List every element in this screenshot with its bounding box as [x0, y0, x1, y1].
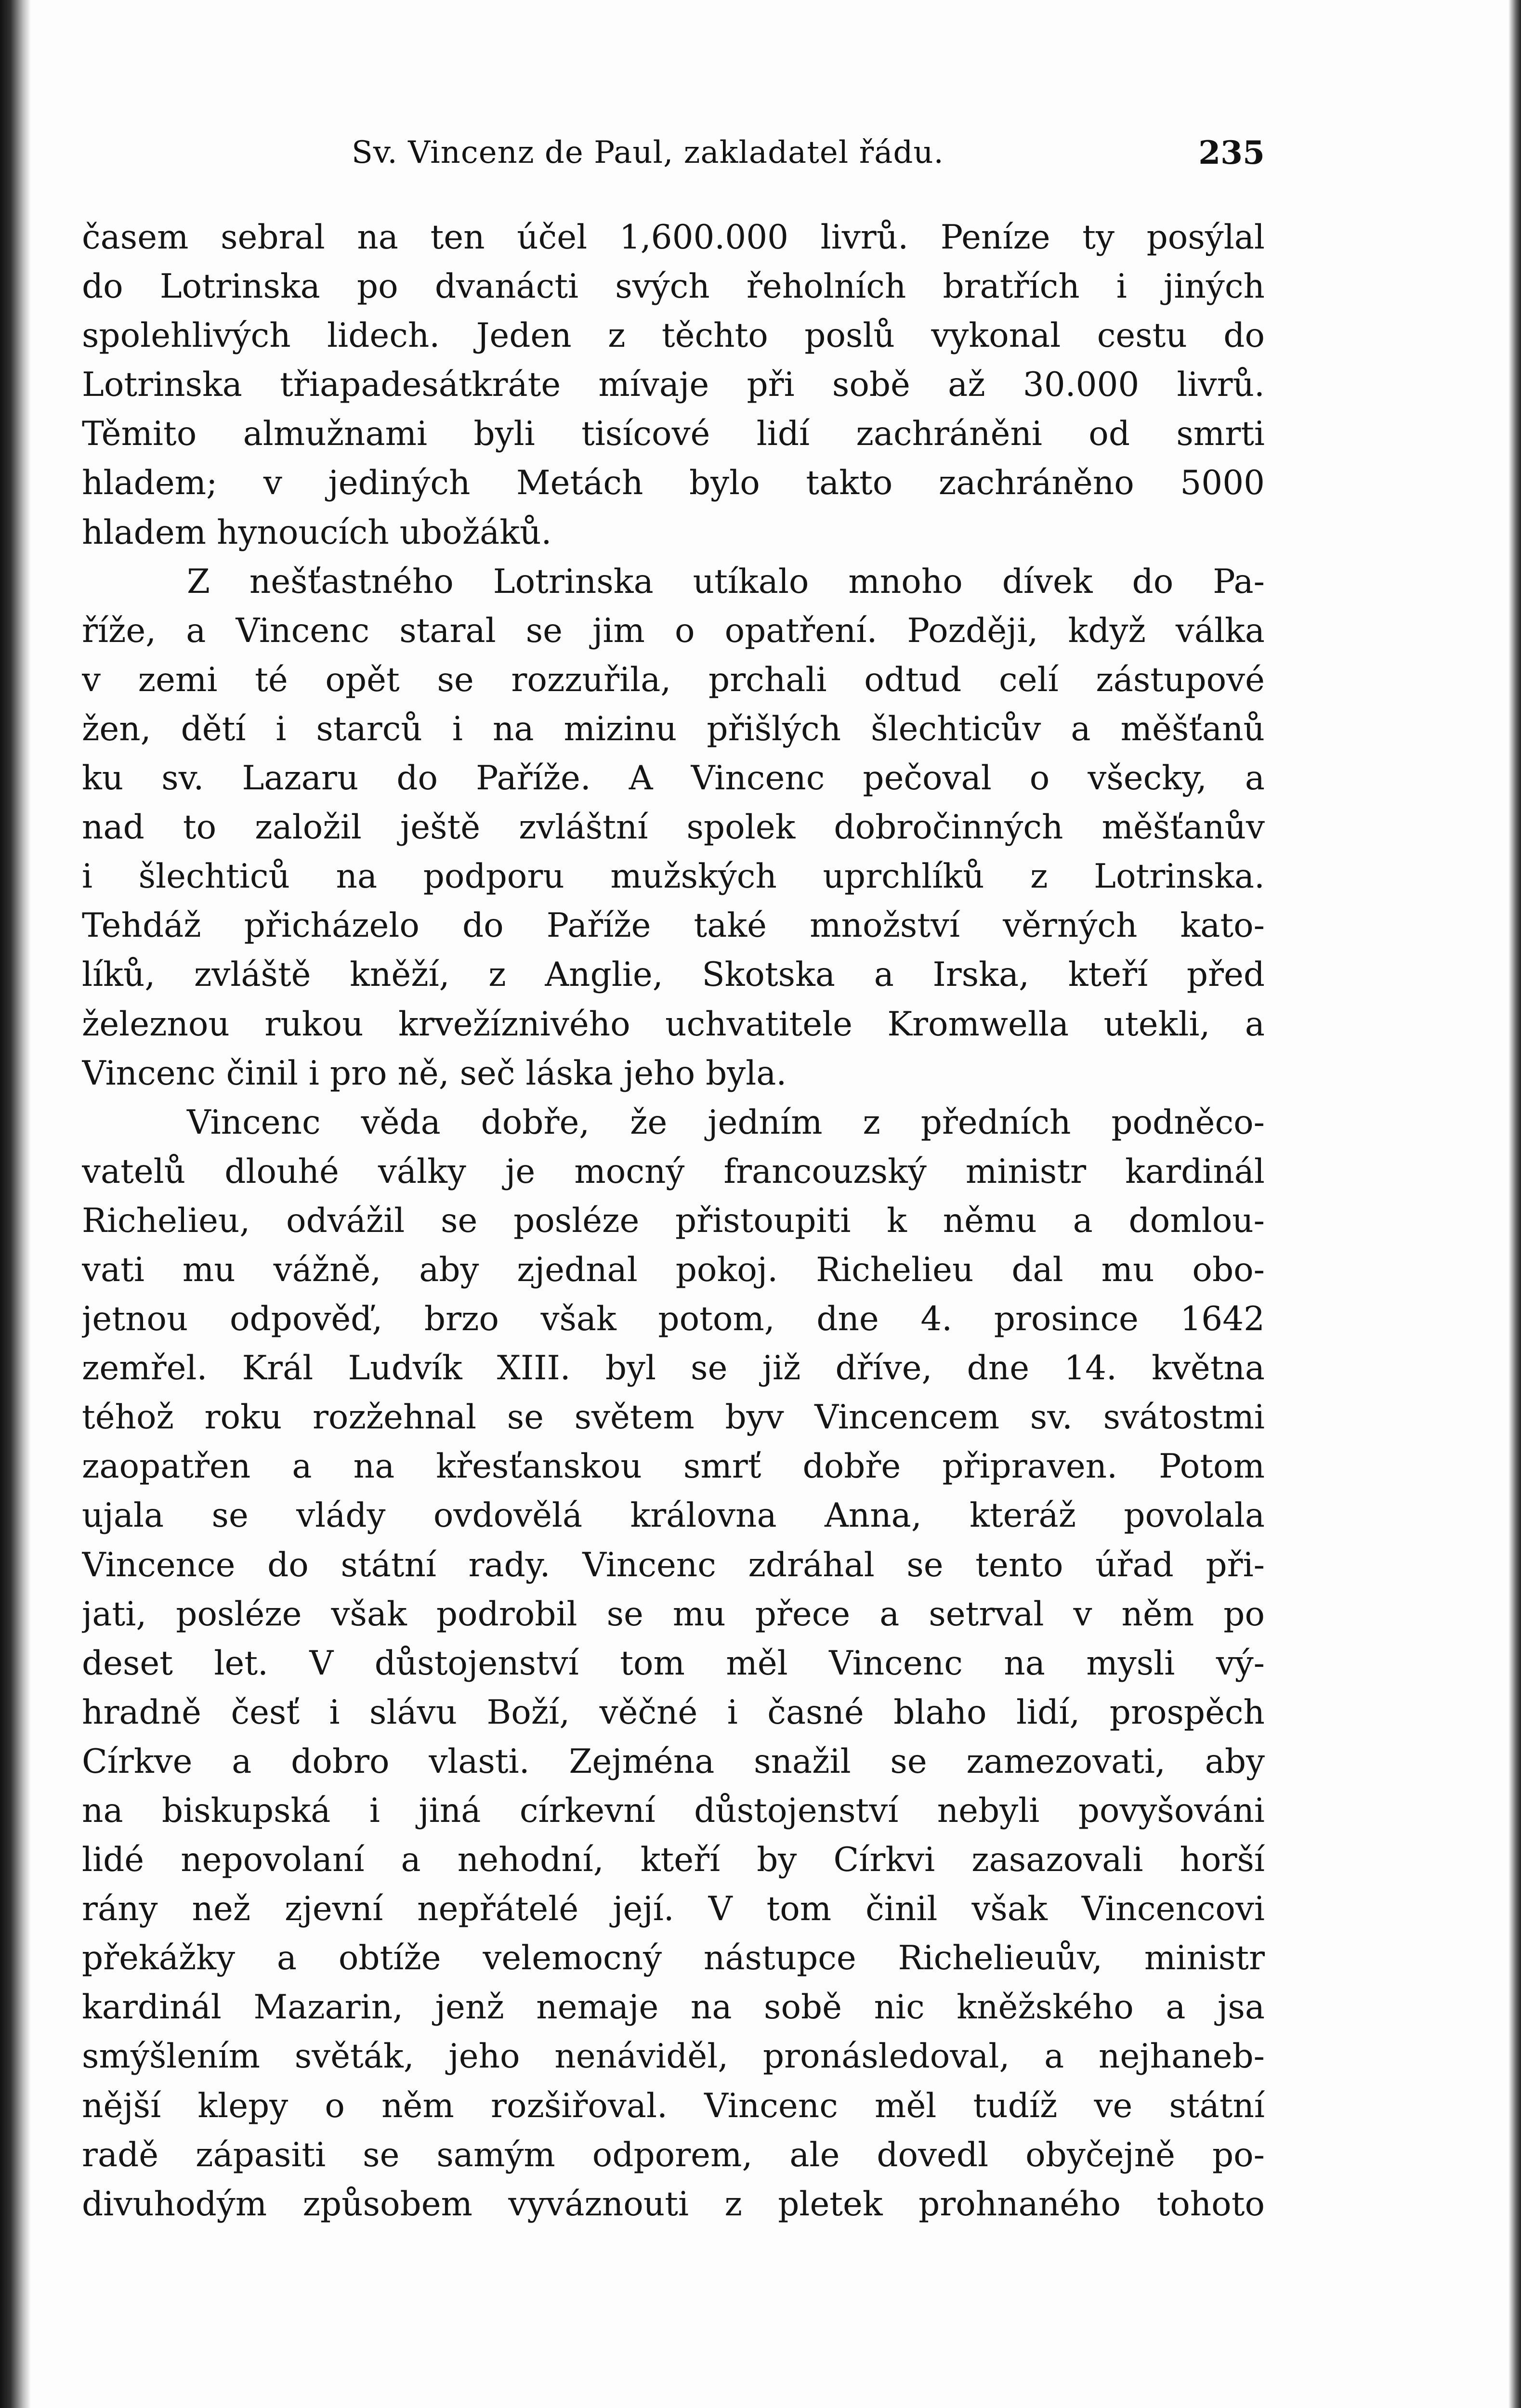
text-line: žen, dětí i starců i na mizinu přišlých šlechticův a měšťanů [82, 709, 1265, 748]
scan-left-edge [0, 0, 31, 2408]
text-line: zemřel. Král Ludvík XIII. byl se již dříve, dne 14. května [82, 1349, 1265, 1388]
text-line: v zemi té opět se rozzuřila, prchali odtud celí zástupové [82, 660, 1265, 699]
text-line: Vincence do státní rady. Vincenc zdráhal se tento úřad při- [82, 1545, 1265, 1584]
text-line: železnou rukou krvežíznivého uchvatitele Kromwella utekli, a [82, 1005, 1265, 1044]
page-number: 235 [1198, 134, 1265, 171]
text-line: spolehlivých lidech. Jeden z těchto poslů vykonal cestu do [82, 316, 1265, 355]
text-line: časem sebral na ten účel 1,600.000 livrů. Peníze ty posýlal [82, 218, 1265, 257]
text-line: kardinál Mazarin, jenž nemaje na sobě nic kněžského a jsa [82, 1988, 1265, 2027]
text-line: zaopatřen a na křesťanskou smrť dobře připraven. Potom [82, 1447, 1265, 1486]
text-line: Richelieu, odvážil se posléze přistoupiti k němu a domlou- [82, 1201, 1265, 1240]
text-line: Církve a dobro vlasti. Zejména snažil se zamezovati, aby [82, 1742, 1265, 1781]
text-line: Z nešťastného Lotrinska utíkalo mnoho dívek do Pa- [187, 562, 1265, 601]
text-line: ujala se vlády ovdovělá královna Anna, kteráž povolala [82, 1496, 1265, 1535]
text-line: radě zápasiti se samým odporem, ale dovedl obyčejně po- [82, 2135, 1265, 2174]
text-line: nější klepy o něm rozšiřoval. Vincenc měl tudíž ve státní [82, 2086, 1265, 2125]
text-line: hladem; v jediných Metách bylo takto zachráněno 5000 [82, 464, 1265, 503]
scan-right-edge [1508, 0, 1521, 2408]
running-title: Sv. Vincenz de Paul, zakladatel řádu. [352, 135, 944, 170]
text-line: ku sv. Lazaru do Paříže. A Vincenc pečoval o všecky, a [82, 759, 1265, 798]
text-line: jati, posléze však podrobil se mu přece a setrval v něm po [82, 1595, 1265, 1634]
text-line: hradně česť i slávu Boží, věčné i časné blaho lidí, prospěch [82, 1693, 1265, 1732]
running-header [82, 126, 1265, 179]
text-line: smýšlením světák, jeho nenáviděl, pronásledoval, a nejhaneb- [82, 2037, 1265, 2076]
text-line: líků, zvláště kněží, z Anglie, Skotska a Irska, kteří před [82, 955, 1265, 995]
text-line: deset let. V důstojenství tom měl Vincenc na mysli vý- [82, 1644, 1265, 1683]
text-line: překážky a obtíže velemocný nástupce Richelieuův, ministr [82, 1939, 1265, 1978]
text-line: jetnou odpověď, brzo však potom, dne 4. prosince 1642 [82, 1300, 1265, 1339]
text-line: do Lotrinska po dvanácti svých řeholních bratřích i jiných [82, 267, 1265, 306]
text-line: divuhodým způsobem vyváznouti z pletek prohnaného tohoto [82, 2185, 1265, 2224]
text-line: vatelů dlouhé války je mocný francouzský ministr kardinál [82, 1152, 1265, 1191]
text-line: Vincenc věda dobře, že jedním z předních podněco- [187, 1103, 1265, 1142]
text-line: na biskupská i jiná církevní důstojenství nebyli povyšováni [82, 1792, 1265, 1830]
text-line: rány než zjevní nepřátelé její. V tom činil však Vincencovi [82, 1890, 1265, 1929]
text-line: i šlechticů na podporu mužských uprchlíků z Lotrinska. [82, 857, 1265, 896]
text-line: Lotrinska třiapadesátkráte mívaje při sobě až 30.000 livrů. [82, 366, 1265, 405]
text-line: Vincenc činil i pro ně, seč láska jeho byla. [82, 1054, 787, 1093]
text-line: lidé nepovolaní a nehodní, kteří by Církvi zasazovali horší [82, 1841, 1265, 1880]
text-line: Tehdáž přicházelo do Paříže také množství věrných kato- [82, 906, 1265, 945]
text-line: říže, a Vincenc staral se jim o opatření. Později, když válka [82, 611, 1265, 650]
text-line: vati mu vážně, aby zjednal pokoj. Richelieu dal mu obo- [82, 1250, 1265, 1289]
text-line: téhož roku rozžehnal se světem byv Vincencem sv. svátostmi [82, 1398, 1265, 1437]
text-line: Těmito almužnami byli tisícové lidí zachráněni od smrti [82, 415, 1265, 454]
text-line: nad to založil ještě zvláštní spolek dobročinných měšťanův [82, 808, 1265, 847]
text-line: hladem hynoucích ubožáků. [82, 513, 552, 552]
body-text [82, 213, 1265, 2229]
